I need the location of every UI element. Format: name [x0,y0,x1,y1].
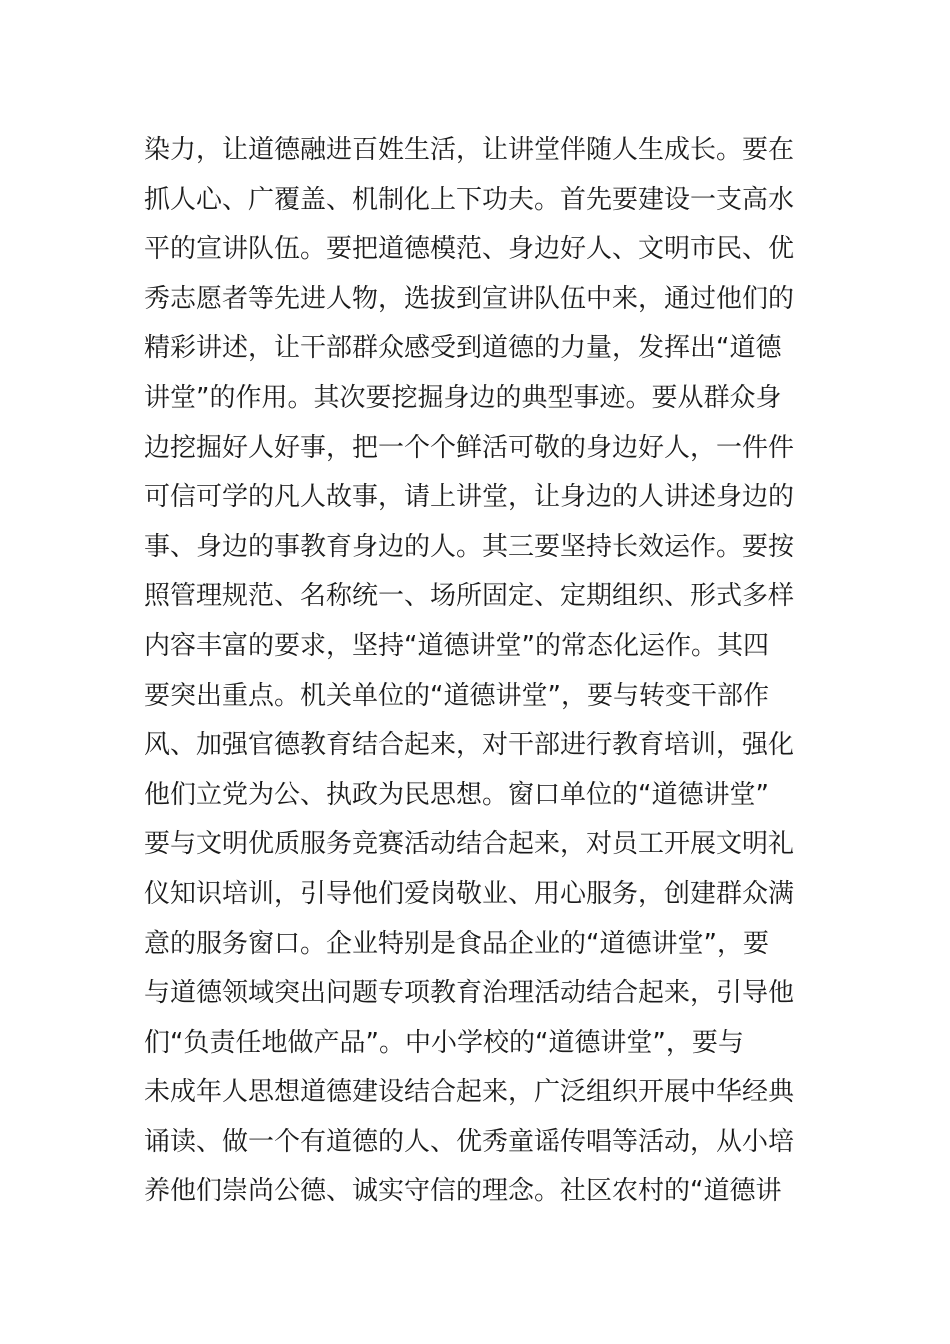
text-line: 平的宣讲队伍。要把道德模范、身边好人、文明市民、优 [144,234,795,265]
text-line: 诵读、做一个有道德的人、优秀童谣传唱等活动，从小培 [144,1126,795,1157]
text-line: 染力，让道德融进百姓生活，让讲堂伴随人生成长。要在 [144,135,795,165]
text-line: 养他们崇尚公德、诚实守信的理念。社区农村的“道德讲 [144,1176,782,1207]
text-line: 他们立党为公、执政为民思想。窗口单位的“道德讲堂” [144,779,769,810]
text-line: 照管理规范、名称统一、场所固定、定期组织、形式多样 [144,581,795,612]
text-line: 仪知识培训，引导他们爱岗敬业、用心服务，创建群众满 [144,878,795,909]
text-line: 要突出重点。机关单位的“道德讲堂”，要与转变干部作 [144,680,769,711]
text-line: 秀志愿者等先进人物，选拔到宣讲队伍中来，通过他们的 [144,283,795,314]
text-line: 们“负责任地做产品”。中小学校的“道德讲堂”，要与 [144,1027,744,1058]
text-line: 精彩讲述，让干部群众感受到道德的力量，发挥出“道德 [144,333,782,364]
text-line: 未成年人思想道德建设结合起来，广泛组织开展中华经典 [144,1077,795,1108]
text-line: 抓人心、广覆盖、机制化上下功夫。首先要建设一支高水 [144,184,795,215]
text-line: 意的服务窗口。企业特别是食品企业的“道德讲堂”，要 [144,928,769,959]
text-line: 要与文明优质服务竞赛活动结合起来，对员工开展文明礼 [144,829,795,860]
text-line: 内容丰富的要求，坚持“道德讲堂”的常态化运作。其四 [144,630,769,661]
text-line: 边挖掘好人好事，把一个个鲜活可敬的身边好人，一件件 [144,432,795,463]
text-line: 事、身边的事教育身边的人。其三要坚持长效运作。要按 [144,531,795,562]
text-line: 可信可学的凡人故事，请上讲堂，让身边的人讲述身边的 [144,482,795,513]
body-text [144,126,824,1217]
text-line: 与道德领域突出问题专项教育治理活动结合起来，引导他 [144,978,795,1009]
text-line: 讲堂”的作用。其次要挖掘身边的典型事迹。要从群众身 [144,382,782,413]
text-line: 风、加强官德教育结合起来，对干部进行教育培训，强化 [144,730,795,761]
